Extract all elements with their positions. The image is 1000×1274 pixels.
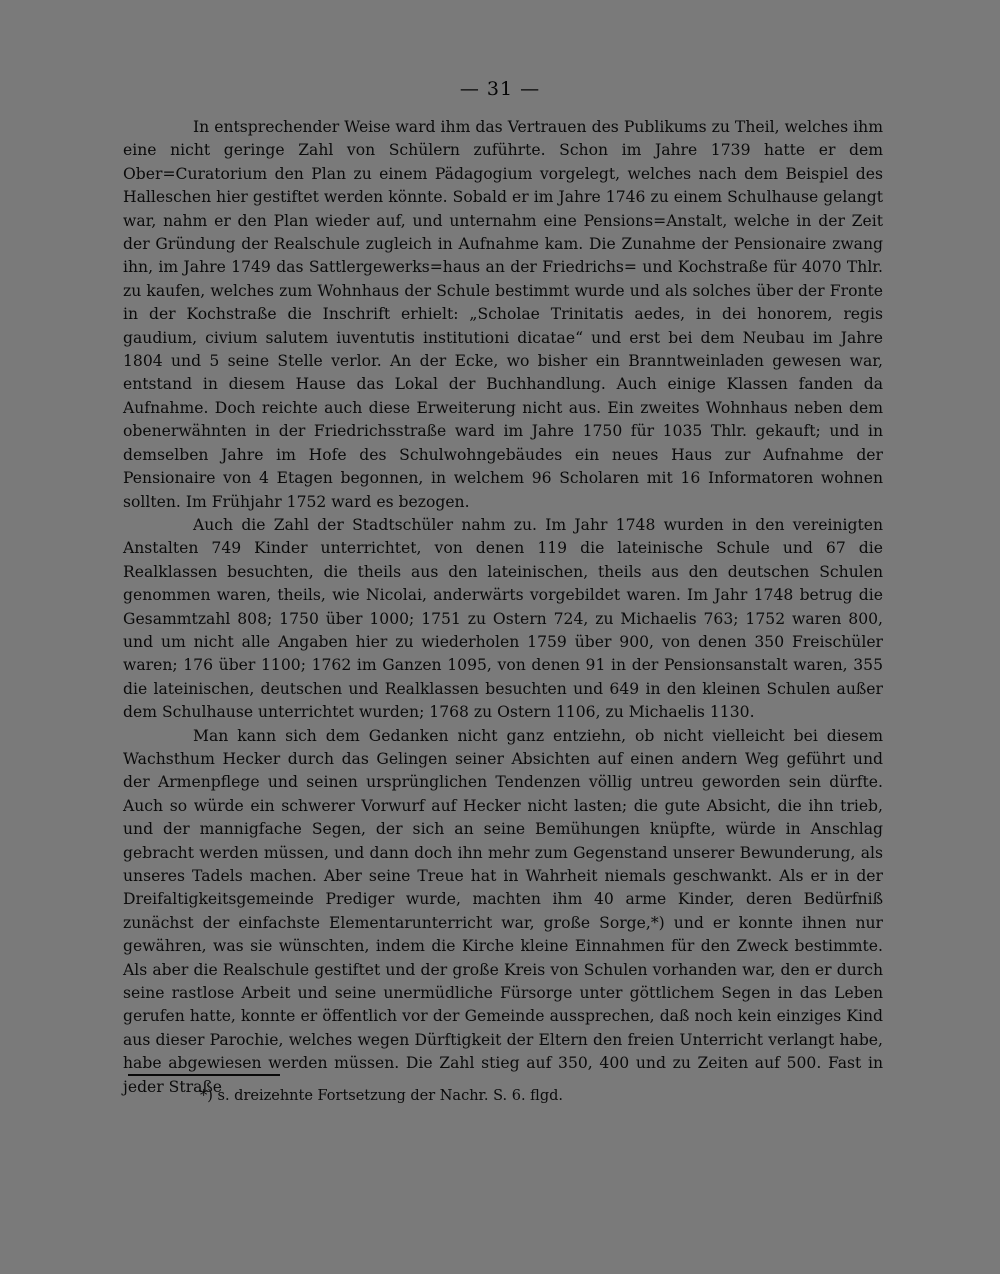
paragraph-3: Man kann sich dem Gedanken nicht ganz entziehn, ob nicht vielleicht bei diesem Wachsthum Hecker durch das Gelingen seiner Absichten auf einen andern Weg geführt und der Armenpflege und seinen ursprünglichen Tendenzen völlig untreu geworden sein dürfte. Auch so würde ein schwerer Vorwurf auf Hecker nicht lasten; die gute Absicht, die ihn trieb, und der mannigfache Segen, der sich an seine Bemühungen knüpfte, würde in Anschlag gebracht werden müssen, und dann doch ihn mehr zum Gegenstand unserer Bewunderung, als unseres Tadels machen. Aber seine Treue hat in Wahrheit niemals geschwankt. Als er in der Dreifaltigkeitsgemeinde Prediger wurde, machten ihm 40 arme Kinder, deren Bedürfniß zunächst der einfachste Elementarunterricht war, große Sorge,*) und er konnte ihnen nur gewähren, was sie wünschten, indem die Kirche kleine Einnahmen für den Zweck bestimmte. Als aber die Realschule gestiftet und der große Kreis von Schulen vorhanden war, den er durch seine rastlose Arbeit und seine unermüdliche Fürsorge unter göttlichem Segen in das Leben gerufen hatte, konnte er öffentlich vor der Gemeinde aussprechen, daß noch kein einziges Kind aus dieser Parochie, welches wegen Dürftigkeit der Eltern den freien Unterricht verlangt habe, habe abgewiesen werden müssen. Die Zahl stieg auf 350, 400 und zu Zeiten auf 500. Fast in jeder Straße [123,726,883,1096]
paragraph-1: In entsprechender Weise ward ihm das Vertrauen des Publikums zu Theil, welches ihm eine nicht geringe Zahl von Schülern zuführte. Schon im Jahre 1739 hatte er dem Ober=Curatorium den Plan zu einem Pädagogium vorgelegt, welches nach dem Beispiel des Halleschen hier gestiftet werden könnte. Sobald er im Jahre 1746 zu einem Schulhause gelangt war, nahm er den Plan wieder auf, und unternahm eine Pensions=Anstalt, welche in der Zeit der Gründung der Realschule zugleich in Aufnahme kam. Die Zunahme der Pensionaire zwang ihn, im Jahre 1749 das Sattlergewerks=haus an der Friedrichs= und Kochstraße für 4070 Thlr. zu kaufen, welches zum Wohnhaus der Schule bestimmt wurde und als solches über der Fronte in der Kochstraße die Inschrift erhielt: „Scholae Trinitatis aedes, in dei honorem, regis gaudium, civium salutem iuventutis institutioni dicatae“ und erst bei dem Neubau im Jahre 1804 und 5 seine Stelle verlor. An der Ecke, wo bisher ein Branntweinladen gewesen war, entstand in diesem Hause das Lokal der Buchhandlung. Auch einige Klassen fanden da Aufnahme. Doch reichte auch diese Erweiterung nicht aus. Ein zweites Wohnhaus neben dem obenerwähnten in der Friedrichsstraße ward im Jahre 1750 für 1035 Thlr. gekauft; und in demselben Jahre im Hofe des Schulwohngebäudes ein neues Haus zur Aufnahme der Pensionaire von 4 Etagen begonnen, in welchem 96 Scholaren mit 16 Informatoren wohnen sollten. Im Frühjahr 1752 ward es bezogen. [123,118,883,511]
main-text [123,116,883,1099]
footnote: *) s. dreizehnte Fortsetzung der Nachr. S. 6. flgd. [200,1088,564,1104]
paragraph-2: Auch die Zahl der Stadtschüler nahm zu. Im Jahr 1748 wurden in den vereinigten Anstalten 749 Kinder unterrichtet, von denen 119 die lateinische Schule und 67 die Realklassen besuchten, die theils aus den lateinischen, theils aus den deutschen Schulen genommen waren, theils, wie Nicolai, anderwärts vorgebildet waren. Im Jahr 1748 betrug die Gesammtzahl 808; 1750 über 1000; 1751 zu Ostern 724, zu Michaelis 763; 1752 waren 800, und um nicht alle Angaben hier zu wiederholen 1759 über 900, von denen 350 Freischüler waren; 176 über 1100; 1762 im Ganzen 1095, von denen 91 in der Pensionsanstalt waren, 355 die lateinischen, deutschen und Realklassen besuchten und 649 in den kleinen Schulen außer dem Schulhause unterrichtet wurden; 1768 zu Ostern 1106, zu Michaelis 1130. [123,515,883,722]
page-number: — 31 — [459,78,541,100]
footnote-divider [128,1074,280,1076]
